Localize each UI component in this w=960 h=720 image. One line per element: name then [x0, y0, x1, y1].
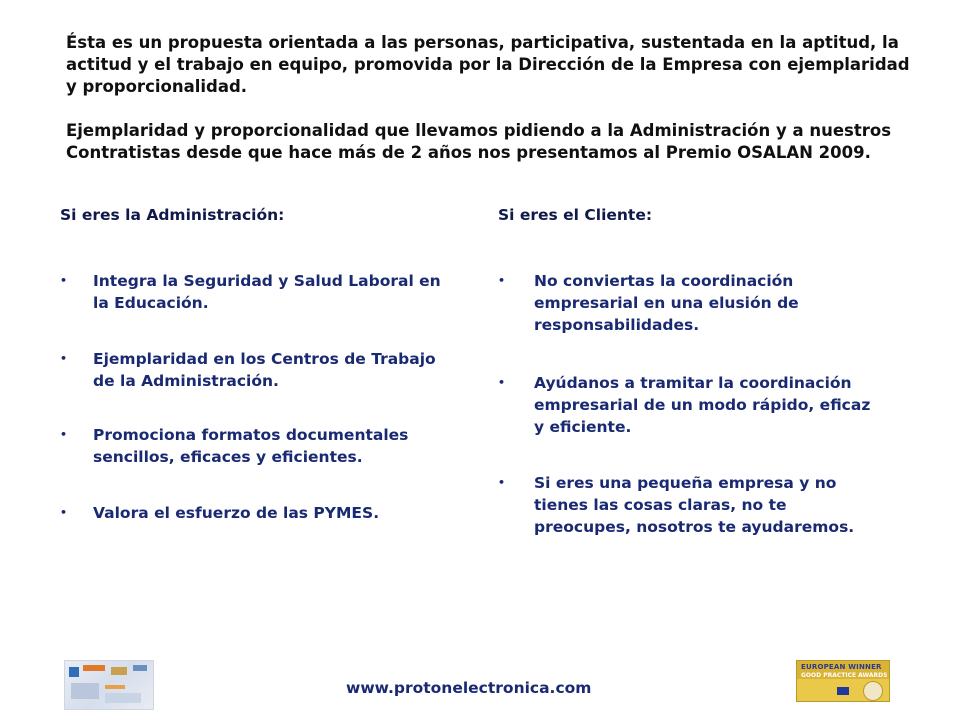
list-item-text: Ejemplaridad en los Centros de Trabajo de la Administración.: [93, 350, 436, 390]
list-item-text: Promociona formatos documentales sencillos, eficaces y eficientes.: [93, 426, 409, 466]
list-item-text: Si eres una pequeña empresa y no tienes las cosas claras, no te preocupes, nosotros te ayudaremos.: [534, 474, 855, 536]
bullet-icon: •: [60, 274, 68, 287]
footer-website-link[interactable]: www.protonelectronica.com: [346, 679, 592, 697]
intro-text: [66, 32, 916, 164]
list-item: [60, 270, 450, 314]
european-good-practice-award-logo: [796, 660, 890, 702]
logo-block: [69, 667, 79, 677]
bullet-icon: •: [498, 274, 506, 287]
osalan-logo: [64, 660, 154, 710]
eu-flag-icon: [837, 687, 849, 695]
logo-block: [111, 667, 127, 675]
list-item-text: No conviertas la coordinación empresarial en una elusión de responsabilidades.: [534, 272, 799, 334]
list-item: [60, 424, 450, 468]
intro-paragraph-1: Ésta es un propuesta orientada a las personas, participativa, sustentada en la aptitud, la actitud y el trabajo en equipo, promovida por la Dirección de la Empresa con ejemplaridad y proporcionalidad.: [66, 33, 910, 96]
logo-block: [71, 683, 99, 699]
intro-paragraph-2: Ejemplaridad y proporcionalidad que llevamos pidiendo a la Administración y a nuestros Contratistas desde que hace más de 2 años nos presentamos al Premio OSALAN 2009.: [66, 121, 892, 162]
list-item: [60, 348, 450, 392]
list-item: [498, 372, 878, 438]
bullet-icon: •: [498, 476, 506, 489]
list-item-text: Ayúdanos a tramitar la coordinación empresarial de un modo rápido, eficaz y eficiente.: [534, 374, 871, 436]
award-title: EUROPEAN WINNER: [801, 663, 882, 671]
list-item-text: Integra la Seguridad y Salud Laboral en la Educación.: [93, 272, 441, 312]
list-item: [60, 502, 450, 524]
award-seal-icon: [863, 681, 883, 701]
bullet-icon: •: [60, 428, 68, 441]
bullet-icon: •: [498, 376, 506, 389]
logo-block: [105, 685, 125, 689]
client-heading: Si eres el Cliente:: [498, 206, 653, 224]
client-column: [498, 204, 908, 536]
list-item: [498, 270, 878, 336]
bullet-icon: •: [60, 352, 68, 365]
logo-block: [83, 665, 105, 671]
logo-block: [105, 693, 141, 703]
logo-block: [133, 665, 147, 671]
award-subtitle: GOOD PRACTICE AWARDS: [801, 672, 888, 679]
list-item: [498, 472, 878, 538]
list-item-text: Valora el esfuerzo de las PYMES.: [93, 504, 380, 522]
bullet-icon: •: [60, 506, 68, 519]
administration-heading: Si eres la Administración:: [60, 206, 285, 224]
administration-column: [60, 204, 450, 522]
